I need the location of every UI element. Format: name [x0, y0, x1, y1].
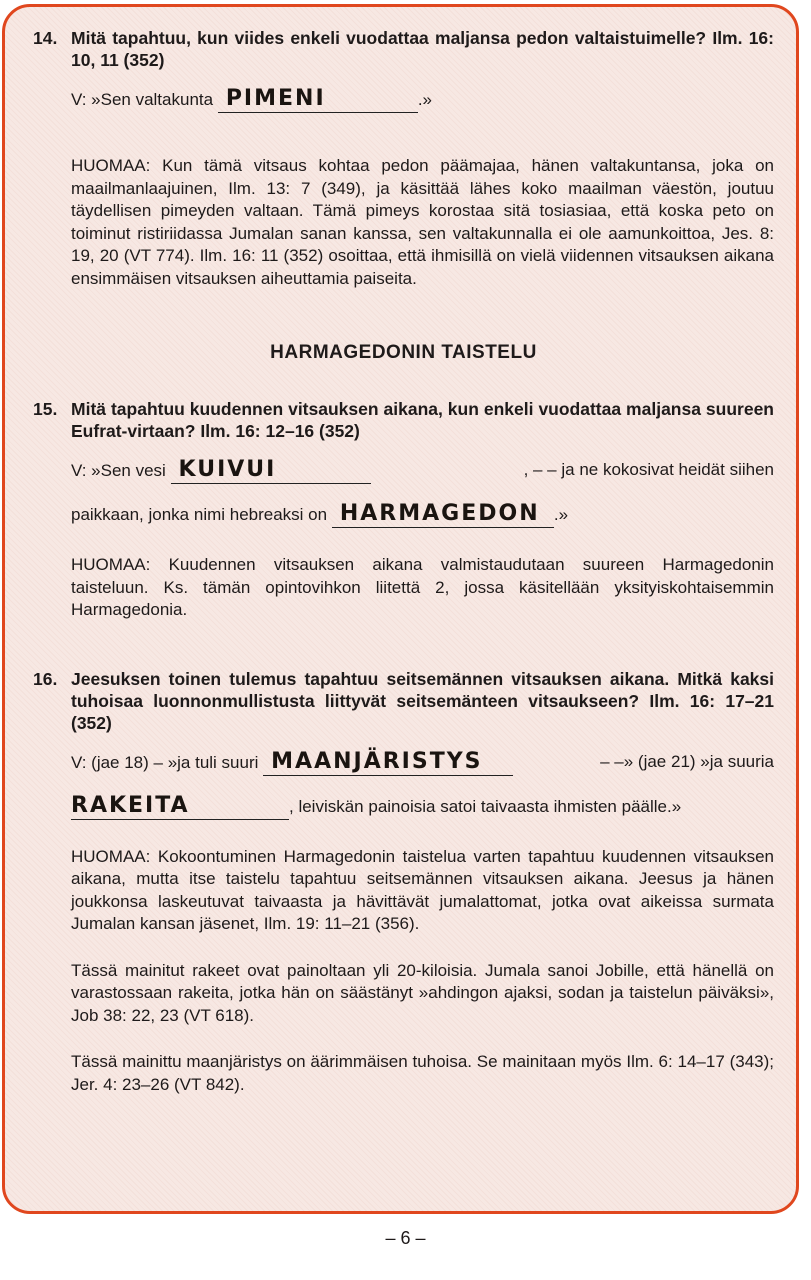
answer-suffix: – –» (jae 21) »ja suuria: [600, 751, 774, 771]
question-14: [33, 27, 774, 71]
note-15: HUOMAA: Kuudennen vitsauksen aikana valmistaudutaan suureen Harmagedonin taisteluun. Ks. tämän opintovihkon liitettä 2, jossa käsitellään yksityiskohtaisemmin Harmagedonia.: [71, 555, 774, 619]
answer-prefix: V: »Sen vesi: [71, 461, 166, 480]
answer-15-line-2: [71, 502, 774, 528]
question-text: Jeesuksen toinen tulemus tapahtuu seitsemännen vitsauksen aikana. Mitkä kaksi tuhoisaa luonnonmullistusta liittyvät seitsemänteen vitsaukseen? Ilm. 16: 17–21 (352): [71, 668, 774, 733]
question-text: Mitä tapahtuu kuudennen vitsauksen aikana, kun enkeli vuodattaa maljansa suureen Eufrat-virtaan? Ilm. 16: 12–16 (352): [71, 399, 774, 441]
handwritten-answer: HARMAGEDON: [339, 501, 540, 526]
answer-16-line-1: [71, 750, 774, 776]
question-text: Mitä tapahtuu, kun viides enkeli vuodattaa maljansa pedon valtaistuimelle? Ilm. 16: 10, 11 (352): [71, 28, 774, 70]
answer-suffix: .»: [417, 90, 432, 109]
question-number: 16.: [33, 668, 58, 689]
handwritten-answer: MAANJÄRISTYS: [271, 748, 483, 774]
answer-prefix: V: (jae 18) – »ja tuli suuri: [71, 752, 259, 772]
note-14: HUOMAA: Kun tämä vitsaus kohtaa pedon päämajaa, hänen valtakuntansa, joka on maailmanlaajuinen, Ilm. 13: 7 (349), ja käsittää lähes koko maailman väestön, joutuu täydellisen pimeyden valtaan. Tämä pimeys korostaa sitä tosiasiaa, että koska peto on toiminut ristiriidassa Jumalan sanan kanssa, sen valtakunnalla ei ole aamunkoittoa, Jes. 8: 19, 20 (VT 774). Ilm. 16: 11 (352) osoittaa, että ihmisillä on vielä viidennen vitsauksen aikana ensimmäisen vitsauksen aiheuttamia paiseita.: [71, 156, 774, 288]
study-panel: [2, 4, 799, 1214]
note-16-a: HUOMAA: Kokoontuminen Harmagedonin taistelua varten tapahtuu kuudennen vitsauksen aikana, mutta itse taistelu tapahtuu seitsemännen vitsauksen aikana. Jeesus ja hänen joukkonsa laskeutuvat taivaasta ja hävittävät jumalattomat, jotka ovat aikeissa surmata Jumalan kansan jäsenet, Ilm. 19: 11–21 (356).: [71, 846, 774, 933]
answer-16-line-2: [71, 794, 774, 820]
answer-blank[interactable]: [332, 502, 554, 528]
question-number: 15.: [33, 399, 58, 419]
handwritten-answer: RAKEITA: [71, 792, 190, 818]
answer-blank[interactable]: [263, 750, 513, 776]
page-number: – 6 –: [385, 1228, 426, 1248]
panel-content: [5, 7, 796, 1211]
answer-blank[interactable]: [171, 458, 371, 484]
answer-15-line-1: [71, 458, 774, 484]
answer-blank[interactable]: [218, 87, 418, 113]
answer-14: [71, 87, 774, 113]
answer-blank[interactable]: [71, 794, 289, 820]
handwritten-answer: KUIVUI: [178, 457, 277, 482]
handwritten-answer: PIMENI: [225, 86, 326, 111]
question-16: [33, 668, 774, 734]
question-number: 14.: [33, 28, 58, 48]
answer-prefix: V: »Sen valtakunta: [71, 90, 214, 109]
question-15: [33, 398, 774, 442]
answer-suffix: .»: [553, 505, 569, 524]
answer-suffix: , – – ja ne kokosivat heidät siihen: [523, 460, 774, 479]
note-16-c: Tässä mainittu maanjäristys on äärimmäisen tuhoisa. Se mainitaan myös Ilm. 6: 14–17 (343); Jer. 4: 23–26 (VT 842).: [71, 1052, 774, 1094]
note-16-b: Tässä mainitut rakeet ovat painoltaan yli 20-kiloisia. Jumala sanoi Jobille, että hänellä on varastossaan rakeita, jotka hän on säästänyt »ahdingon ajaksi, sodan ja taistelun päiväksi», Job 38: 22, 23 (VT 618).: [71, 960, 774, 1025]
section-heading: HARMAGEDONIN TAISTELU: [270, 342, 537, 363]
answer-prefix: paikkaan, jonka nimi hebreaksi on: [71, 505, 328, 524]
answer-suffix: , leiviskän painoisia satoi taivaasta ihmisten päälle.»: [289, 796, 682, 816]
